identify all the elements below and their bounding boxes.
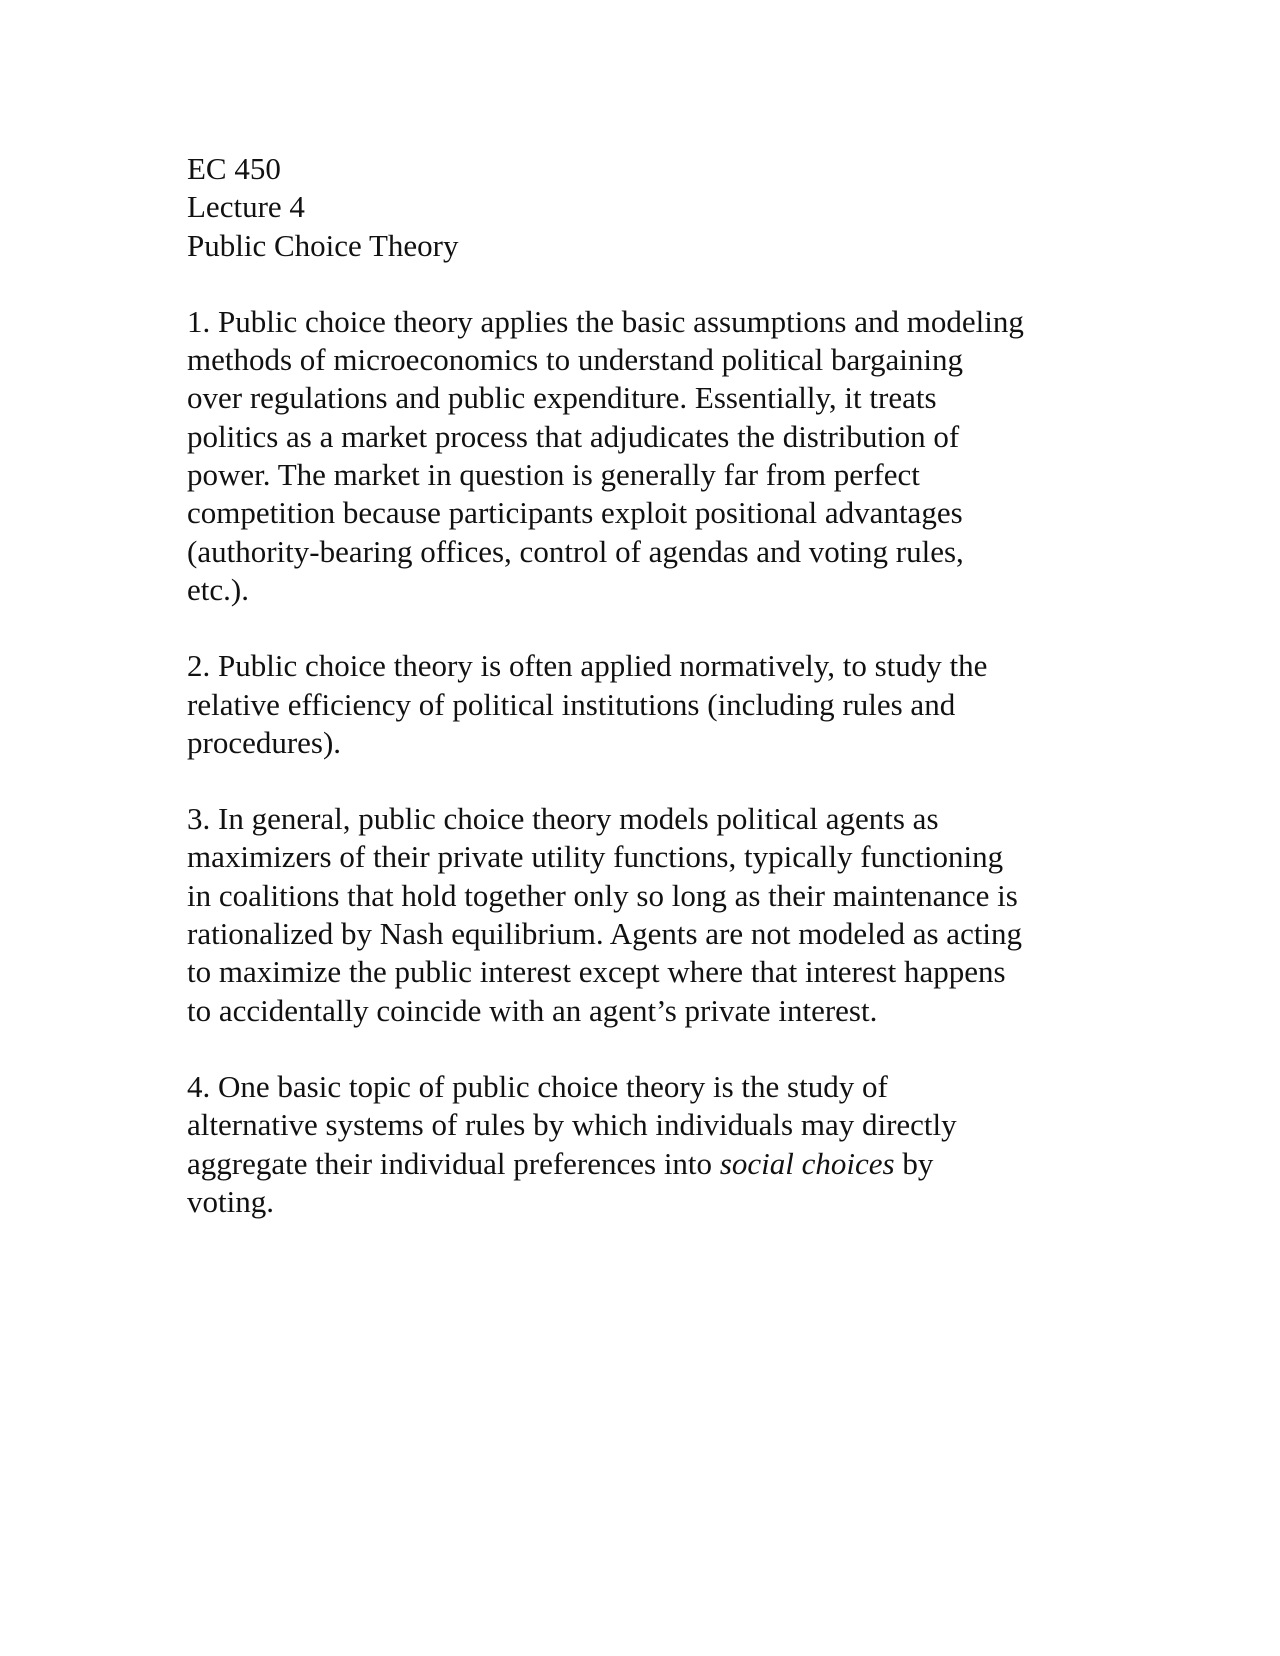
paragraph-line: voting. (187, 1183, 274, 1219)
paragraph-line: maximizers of their private utility functions, typically functioning (187, 839, 1004, 875)
paragraph-line: 1. Public choice theory applies the basic assumptions and modeling (187, 303, 1024, 339)
line-prefix: aggregate their individual preferences into (187, 1145, 720, 1181)
paragraph-line: to maximize the public interest except where that interest happens (187, 954, 1006, 990)
paragraph-line: rationalized by Nash equilibrium. Agents are not modeled as acting (187, 916, 1023, 952)
lecture-number: Lecture 4 (187, 189, 305, 225)
course-code: EC 450 (187, 151, 281, 186)
paragraph-line: 3. In general, public choice theory models political agents as (187, 801, 939, 837)
paragraph-line: (authority-bearing offices, control of agendas and voting rules, (187, 533, 964, 569)
paragraph-line: methods of microeconomics to understand political bargaining (187, 342, 963, 378)
paragraph-line: procedures). (187, 724, 342, 760)
paragraph-line: to accidentally coincide with an agent’s private interest. (187, 992, 878, 1028)
paragraph-line: in coalitions that hold together only so long as their maintenance is (187, 877, 1018, 913)
paragraph-line-with-emphasis (187, 1145, 1102, 1183)
paragraph-line: power. The market in question is generally far from perfect (187, 457, 920, 493)
lecture-title: Public Choice Theory (187, 227, 459, 263)
document-header (187, 150, 1102, 265)
emphasized-term: social choices (719, 1145, 895, 1181)
paragraph-line: 4. One basic topic of public choice theory is the study of (187, 1068, 888, 1104)
paragraph-line: etc.). (187, 571, 249, 607)
line-suffix: by (894, 1145, 934, 1181)
paragraph-line: alternative systems of rules by which individuals may directly (187, 1107, 957, 1143)
paragraph-3 (187, 800, 1102, 1030)
paragraph-line: politics as a market process that adjudicates the distribution of (187, 418, 960, 454)
paragraph-4 (187, 1068, 1102, 1221)
paragraph-line: over regulations and public expenditure. Essentially, it treats (187, 380, 937, 416)
paragraph-line: competition because participants exploit positional advantages (187, 495, 963, 531)
paragraph-1 (187, 303, 1102, 609)
paragraph-2 (187, 647, 1102, 762)
paragraph-line: relative efficiency of political institutions (including rules and (187, 686, 956, 722)
paragraph-line: 2. Public choice theory is often applied normatively, to study the (187, 648, 988, 684)
document-content (187, 150, 1102, 1221)
